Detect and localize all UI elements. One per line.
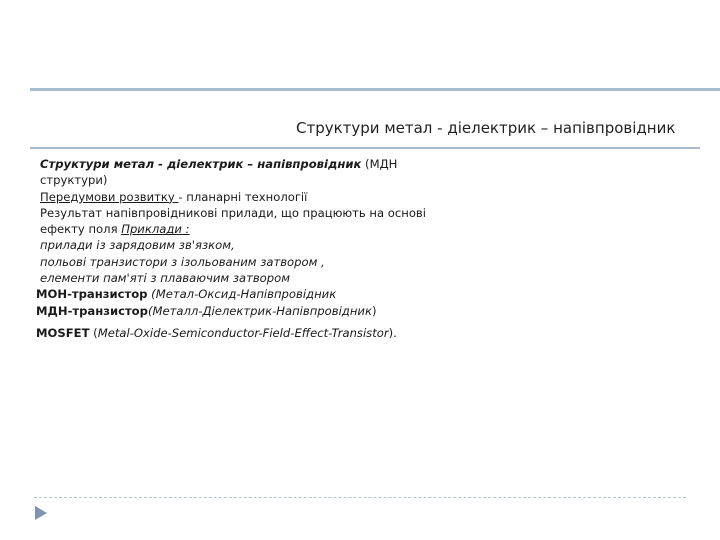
slide-content — [36, 156, 596, 341]
example-3: елементи пам'яті з плаваючим затвором — [40, 271, 290, 286]
result-line-2-text: ефекту поля — [40, 222, 122, 237]
result-line-2 — [36, 221, 596, 237]
slide-title: Структури метал - діелектрик – напівпровідник — [296, 119, 676, 137]
prereq-text: - планарні технології — [178, 189, 308, 204]
example-1: прилади із зарядовим зв'язком, — [40, 238, 235, 253]
heading-bold: Структури метал - діелектрик – напівпровідник — [40, 157, 362, 171]
bottom-divider — [34, 497, 686, 498]
prereq-line — [36, 189, 596, 205]
mdn-text: (Металл-Діелектрик-Напівпровідник — [147, 303, 372, 318]
mosfet-close: ). — [388, 325, 397, 340]
examples-label: Приклади : — [121, 222, 190, 237]
mosfet-text: Metal-Oxide-Semiconductor-Field-Effect-Transistor — [97, 325, 389, 340]
heading-line-2: структури) — [40, 173, 108, 188]
heading-rest: (МДН — [361, 157, 398, 171]
example-2: польові транзистори з ізольованим затвором , — [40, 254, 325, 269]
prereq-label: Передумови розвитку — [40, 189, 179, 204]
mdn-close: ) — [371, 303, 377, 318]
mdn-label: МДН-транзистор — [36, 303, 148, 318]
mon-text: (Метал-Оксид-Напівпровідник — [147, 287, 337, 302]
result-line-1: Результат напівпровідникові прилади, що працюють на основі — [40, 205, 426, 220]
top-divider — [30, 88, 720, 91]
mon-line — [36, 286, 596, 302]
mon-label: МОН-транзистор — [36, 287, 148, 302]
mosfet-line — [36, 325, 596, 341]
triangle-right-icon — [34, 505, 48, 521]
mdn-line — [36, 303, 596, 319]
mosfet-label: MOSFET — [36, 325, 90, 340]
heading-line — [36, 156, 596, 172]
mosfet-open: ( — [89, 325, 98, 340]
title-divider — [30, 147, 700, 149]
